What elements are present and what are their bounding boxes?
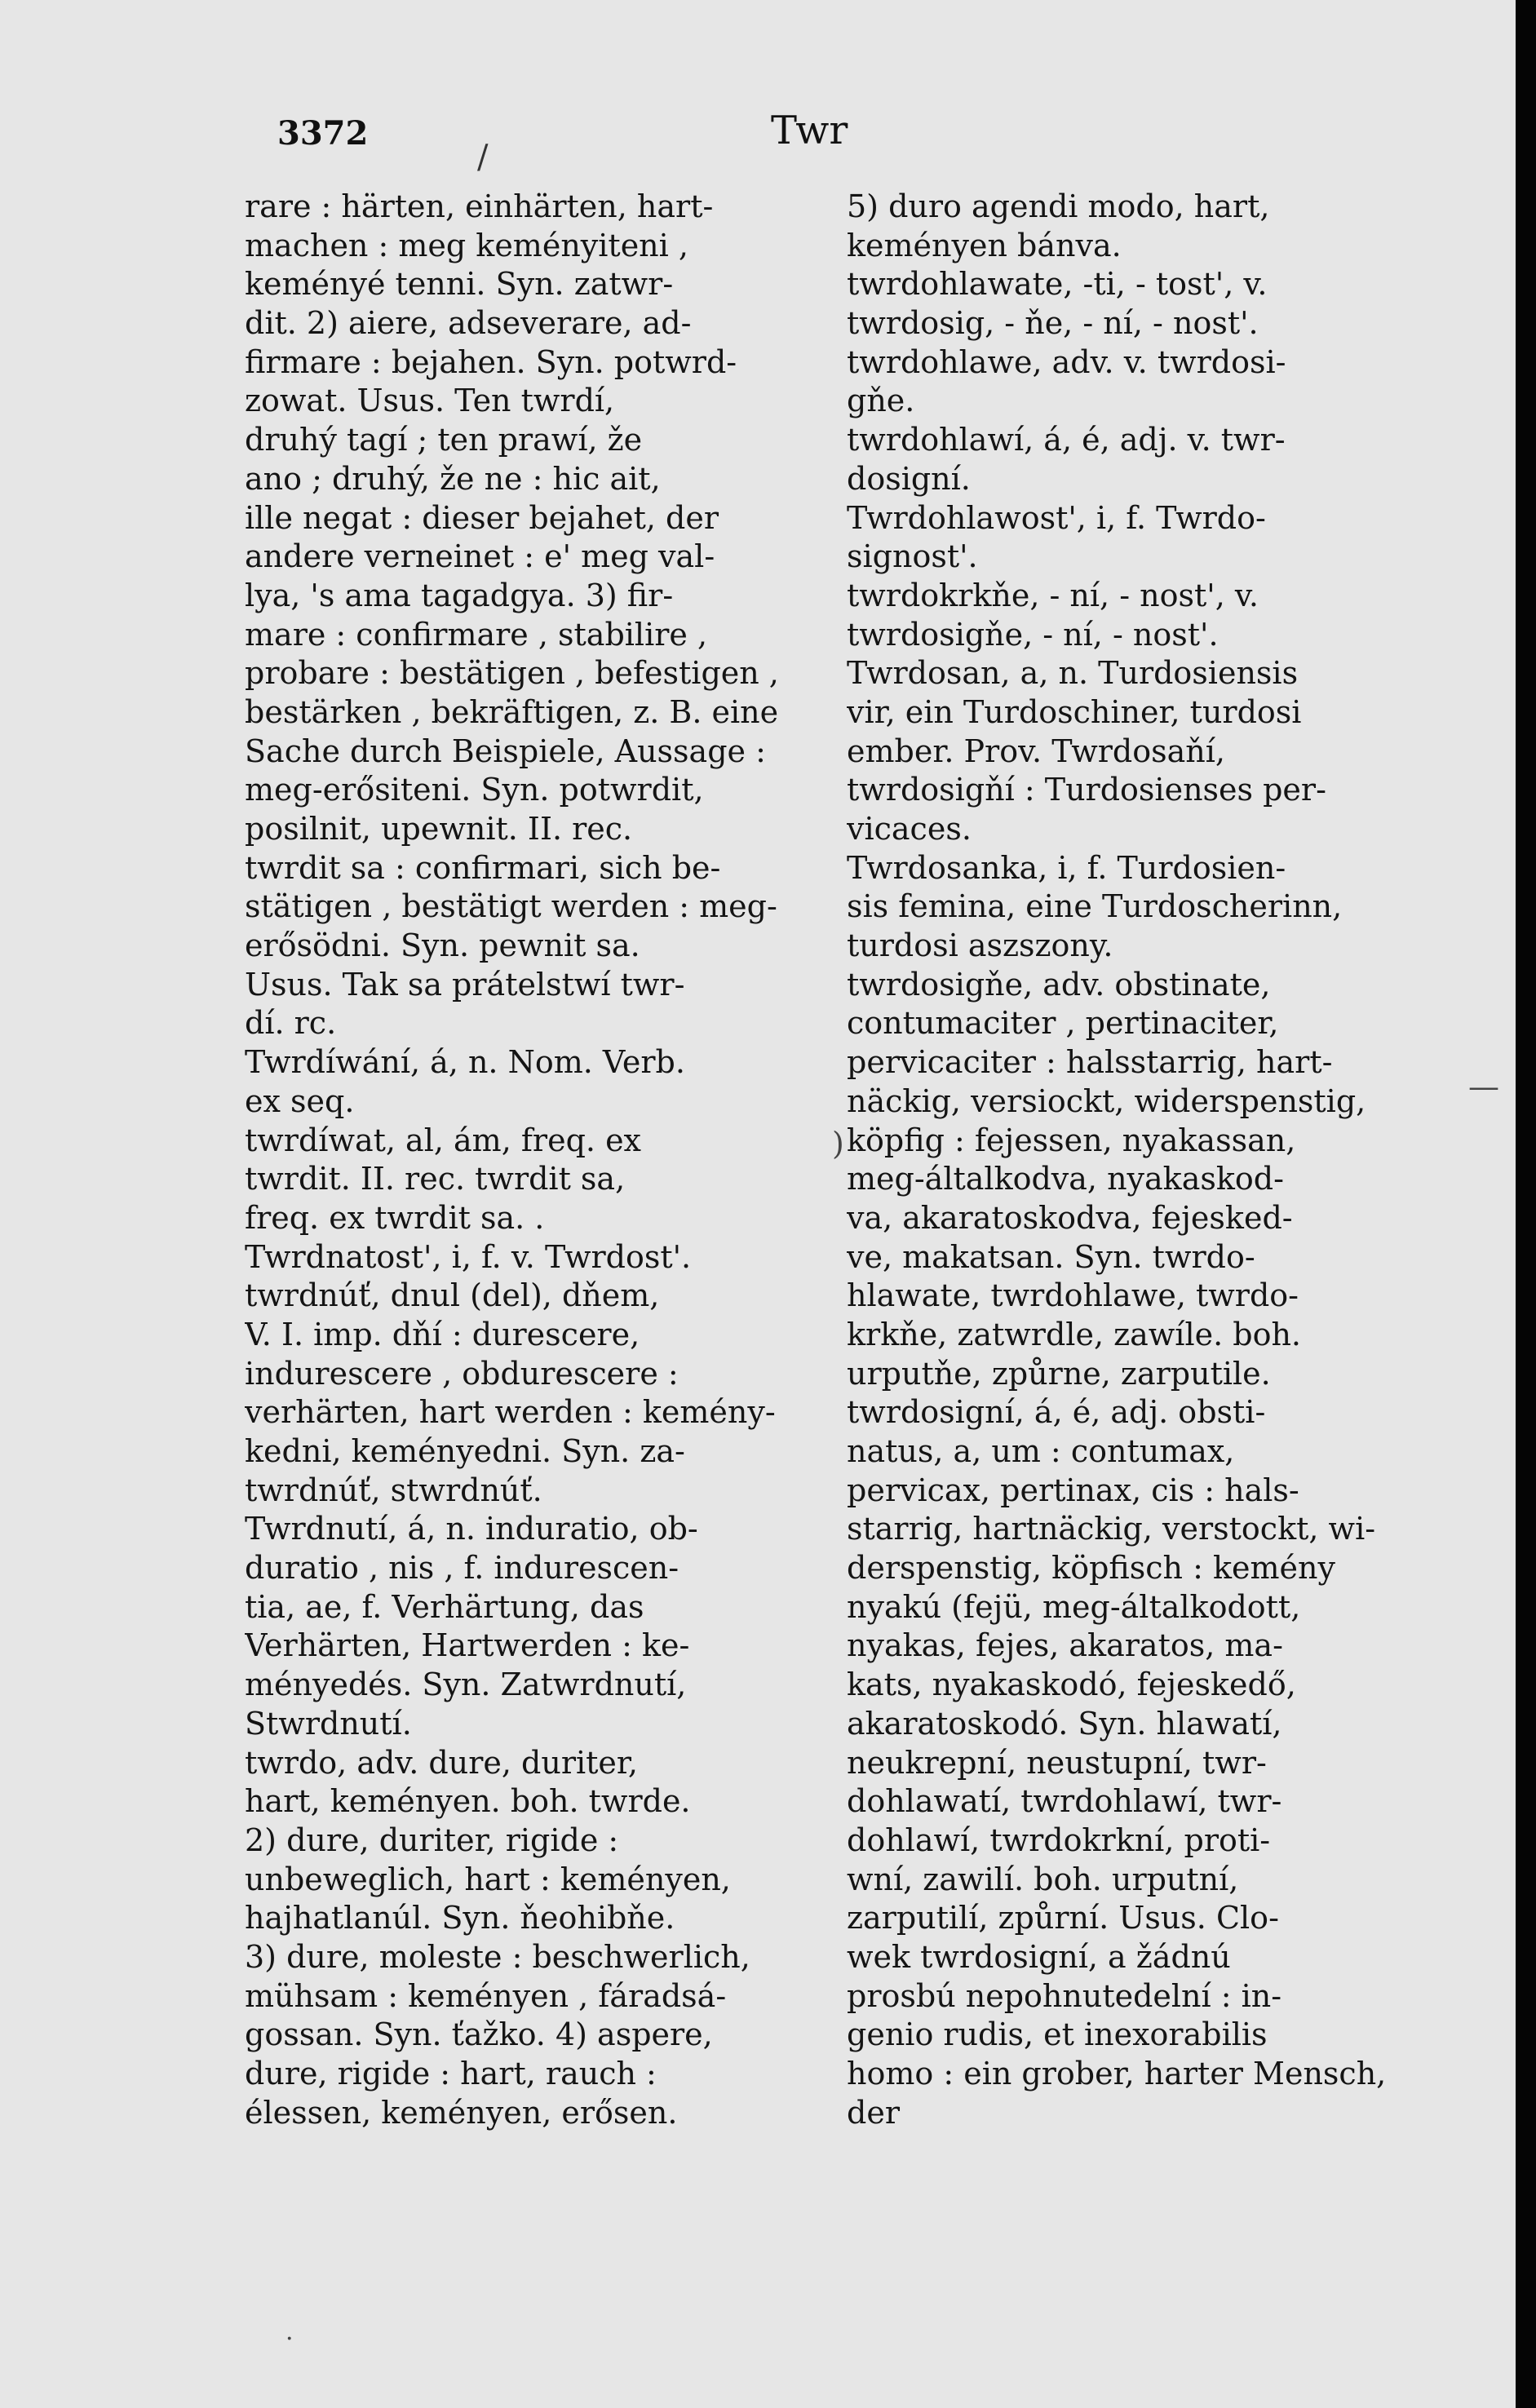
right-column-line: hlawate, twrdohlawe, twrdo- bbox=[847, 1277, 1299, 1314]
right-column-line: signost'. bbox=[847, 538, 978, 575]
left-column-line: keményé tenni. Syn. zatwr- bbox=[245, 266, 674, 303]
left-column-line: freq. ex twrdit sa. . bbox=[245, 1199, 545, 1236]
right-column-line: neukrepní, neustupní, twr- bbox=[847, 1744, 1267, 1781]
margin-dash: — bbox=[1468, 1069, 1499, 1104]
left-column-line: twrdnúť, stwrdnúť. bbox=[245, 1472, 542, 1508]
left-column-line: duratio , nis , f. indurescen- bbox=[245, 1550, 679, 1587]
left-column-line: probare : bestätigen , befestigen , bbox=[245, 655, 779, 692]
left-column-line: twrdo, adv. dure, duriter, bbox=[245, 1744, 638, 1781]
right-column-line: zarputilí, způrní. Usus. Clo- bbox=[847, 1900, 1279, 1937]
right-column-line: pervicaciter : halsstarrig, hart- bbox=[847, 1044, 1333, 1081]
right-column-line: keményen bánva. bbox=[847, 227, 1122, 263]
left-column-line: ano ; druhý, že ne : hic ait, bbox=[245, 460, 661, 497]
right-column-line: näckig, versiockt, widerspenstig, bbox=[847, 1082, 1366, 1119]
right-column-line: twrdosigňe, adv. obstinate, bbox=[847, 966, 1271, 1003]
right-column-line: köpfig : fejessen, nyakassan, bbox=[847, 1122, 1296, 1158]
right-column-line: contumaciter , pertinaciter, bbox=[847, 1005, 1279, 1042]
right-column-line: twrdokrkňe, - ní, - nost', v. bbox=[847, 577, 1259, 613]
pencil-mark: / bbox=[477, 139, 489, 176]
left-column-line: V. I. imp. dňí : durescere, bbox=[245, 1316, 640, 1352]
left-column-line: dure, rigide : hart, rauch : bbox=[245, 2056, 657, 2092]
right-column-line: twrdohlawí, á, é, adj. v. twr- bbox=[847, 422, 1286, 458]
right-column-line: twrdosigňe, - ní, - nost'. bbox=[847, 616, 1219, 653]
right-column-line: natus, a, um : contumax, bbox=[847, 1433, 1235, 1469]
right-column-line: twrdosigňí : Turdosienses per- bbox=[847, 772, 1326, 808]
left-column-line: Twrdnutí, á, n. induratio, ob- bbox=[245, 1511, 698, 1547]
left-column-line: dit. 2) aiere, adseverare, ad- bbox=[245, 305, 692, 342]
left-column-line: ex seq. bbox=[245, 1082, 355, 1119]
left-column-line: rare : härten, einhärten, hart- bbox=[245, 188, 714, 224]
left-column-line: Usus. Tak sa prátelstwí twr- bbox=[245, 966, 685, 1003]
right-column-line: wek twrdosigní, a žádnú bbox=[847, 1938, 1231, 1975]
right-column-line: ember. Prov. Twrdosaňí, bbox=[847, 733, 1225, 769]
right-column-line: genio rudis, et inexorabilis bbox=[847, 2016, 1268, 2053]
right-column-line: ve, makatsan. Syn. twrdo- bbox=[847, 1238, 1255, 1275]
left-column-line: gossan. Syn. ťažko. 4) aspere, bbox=[245, 2016, 713, 2053]
left-column-line: posilnit, upewnit. II. rec. bbox=[245, 811, 633, 847]
left-column-line: firmare : bejahen. Syn. potwrd- bbox=[245, 343, 737, 380]
left-column-line: tia, ae, f. Verhärtung, das bbox=[245, 1588, 644, 1625]
left-column-line: Sache durch Beispiele, Aussage : bbox=[245, 733, 766, 769]
running-head: Twr bbox=[771, 108, 848, 153]
right-column-line: homo : ein grober, harter Mensch, bbox=[847, 2056, 1387, 2092]
right-column-line: prosbú nepohnutedelní : in- bbox=[847, 1977, 1282, 2014]
left-column-line: zowat. Usus. Ten twrdí, bbox=[245, 383, 615, 419]
right-column-line: dohlawatí, twrdohlawí, twr- bbox=[847, 1783, 1282, 1820]
left-column-line: unbeweglich, hart : keményen, bbox=[245, 1861, 731, 1897]
left-column-line: indurescere , obdurescere : bbox=[245, 1355, 679, 1392]
right-column-line: gňe. bbox=[847, 383, 915, 419]
left-column-line: twrdit. II. rec. twrdit sa, bbox=[245, 1161, 626, 1197]
left-column-line: ményedés. Syn. Zatwrdnutí, bbox=[245, 1667, 687, 1703]
right-column-line: twrdosigní, á, é, adj. obsti- bbox=[847, 1394, 1266, 1431]
right-column-line: wní, zawilí. boh. urputní, bbox=[847, 1861, 1239, 1897]
right-column-line: Twrdosan, a, n. Turdosiensis bbox=[847, 655, 1299, 692]
left-column-line: Stwrdnutí. bbox=[245, 1705, 412, 1742]
right-column-line: pervicax, pertinax, cis : hals- bbox=[847, 1472, 1299, 1508]
left-column-line: dí. rc. bbox=[245, 1005, 337, 1042]
left-column-line: druhý tagí ; ten prawí, že bbox=[245, 422, 643, 458]
left-column-line: hart, keményen. boh. twrde. bbox=[245, 1783, 691, 1820]
left-column-line: verhärten, hart werden : kemény- bbox=[245, 1394, 776, 1431]
left-column-line: mühsam : keményen , fáradsá- bbox=[245, 1977, 727, 2014]
left-column-line: erősödni. Syn. pewnit sa. bbox=[245, 927, 640, 964]
right-column-line: starrig, hartnäckig, verstockt, wi- bbox=[847, 1511, 1376, 1547]
left-column-line: mare : confirmare , stabilire , bbox=[245, 616, 708, 653]
margin-bracket: ) bbox=[832, 1126, 844, 1162]
left-column-line: kedni, keményedni. Syn. za- bbox=[245, 1433, 685, 1469]
right-column-line: Twrdohlawost', i, f. Twrdo- bbox=[847, 499, 1266, 536]
right-column-line: dohlawí, twrdokrkní, proti- bbox=[847, 1821, 1271, 1858]
left-column-line: twrdnúť, dnul (del), dňem, bbox=[245, 1277, 660, 1314]
right-column-line: turdosi aszszony. bbox=[847, 927, 1113, 964]
right-column-line: krkňe, zatwrdle, zawíle. boh. bbox=[847, 1316, 1302, 1352]
right-column-line: nyakas, fejes, akaratos, ma- bbox=[847, 1627, 1283, 1664]
right-column-line: 5) duro agendi modo, hart, bbox=[847, 188, 1270, 224]
right-column-line: derspenstig, köpfisch : kemény bbox=[847, 1550, 1335, 1587]
right-column-line: twrdohlawe, adv. v. twrdosi- bbox=[847, 343, 1286, 380]
right-column-line: nyakú (fejü, meg-általkodott, bbox=[847, 1588, 1301, 1625]
left-column-line: stätigen , bestätigt werden : meg- bbox=[245, 888, 777, 925]
page-number: 3372 bbox=[277, 114, 369, 153]
left-column-line: élessen, keményen, erősen. bbox=[245, 2094, 678, 2131]
book-spine bbox=[1516, 0, 1536, 2408]
right-column-line: twrdosig, - ňe, - ní, - nost'. bbox=[847, 305, 1259, 342]
right-column-line: vir, ein Turdoschiner, turdosi bbox=[847, 693, 1302, 730]
left-column-line: ille negat : dieser bejahet, der bbox=[245, 499, 719, 536]
right-column-line: dosigní. bbox=[847, 460, 971, 497]
left-column-line: twrdit sa : confirmari, sich be- bbox=[245, 849, 721, 886]
right-column-line: kats, nyakaskodó, fejeskedő, bbox=[847, 1667, 1296, 1703]
right-column-line: sis femina, eine Turdoscherinn, bbox=[847, 888, 1343, 925]
left-column-line: bestärken , bekräftigen, z. B. eine bbox=[245, 693, 779, 730]
left-column-line: Twrdnatost', i, f. v. Twrdost'. bbox=[245, 1238, 692, 1275]
left-column-line: hajhatlanúl. Syn. ňeohibňe. bbox=[245, 1900, 675, 1937]
right-column-line: vicaces. bbox=[847, 811, 972, 847]
left-column-line: 2) dure, duriter, rigide : bbox=[245, 1821, 619, 1858]
right-column-line: urputňe, způrne, zarputile. bbox=[847, 1355, 1271, 1392]
left-column-line: machen : meg keményiteni , bbox=[245, 227, 688, 263]
right-column-line: twrdohlawate, -ti, - tost', v. bbox=[847, 266, 1268, 303]
left-column-line: twrdíwat, al, ám, freq. ex bbox=[245, 1122, 641, 1158]
left-column-line: 3) dure, moleste : beschwerlich, bbox=[245, 1938, 750, 1975]
left-column-line: meg-erősiteni. Syn. potwrdit, bbox=[245, 772, 704, 808]
right-column-line: akaratoskodó. Syn. hlawatí, bbox=[847, 1705, 1282, 1742]
right-column-line: meg-általkodva, nyakaskod- bbox=[847, 1161, 1284, 1197]
left-column-line: lya, 's ama tagadgya. 3) fir- bbox=[245, 577, 674, 613]
right-column-line: der bbox=[847, 2094, 900, 2131]
left-column-line: andere verneinet : e' meg val- bbox=[245, 538, 715, 575]
stray-mark: · bbox=[286, 2325, 294, 2353]
left-column bbox=[245, 188, 832, 2132]
right-column-line: va, akaratoskodva, fejesked- bbox=[847, 1199, 1293, 1236]
right-column bbox=[847, 188, 1483, 2132]
left-column-line: Verhärten, Hartwerden : ke- bbox=[245, 1627, 690, 1664]
left-column-line: Twrdíwání, á, n. Nom. Verb. bbox=[245, 1044, 685, 1081]
right-column-line: Twrdosanka, i, f. Turdosien- bbox=[847, 849, 1286, 886]
